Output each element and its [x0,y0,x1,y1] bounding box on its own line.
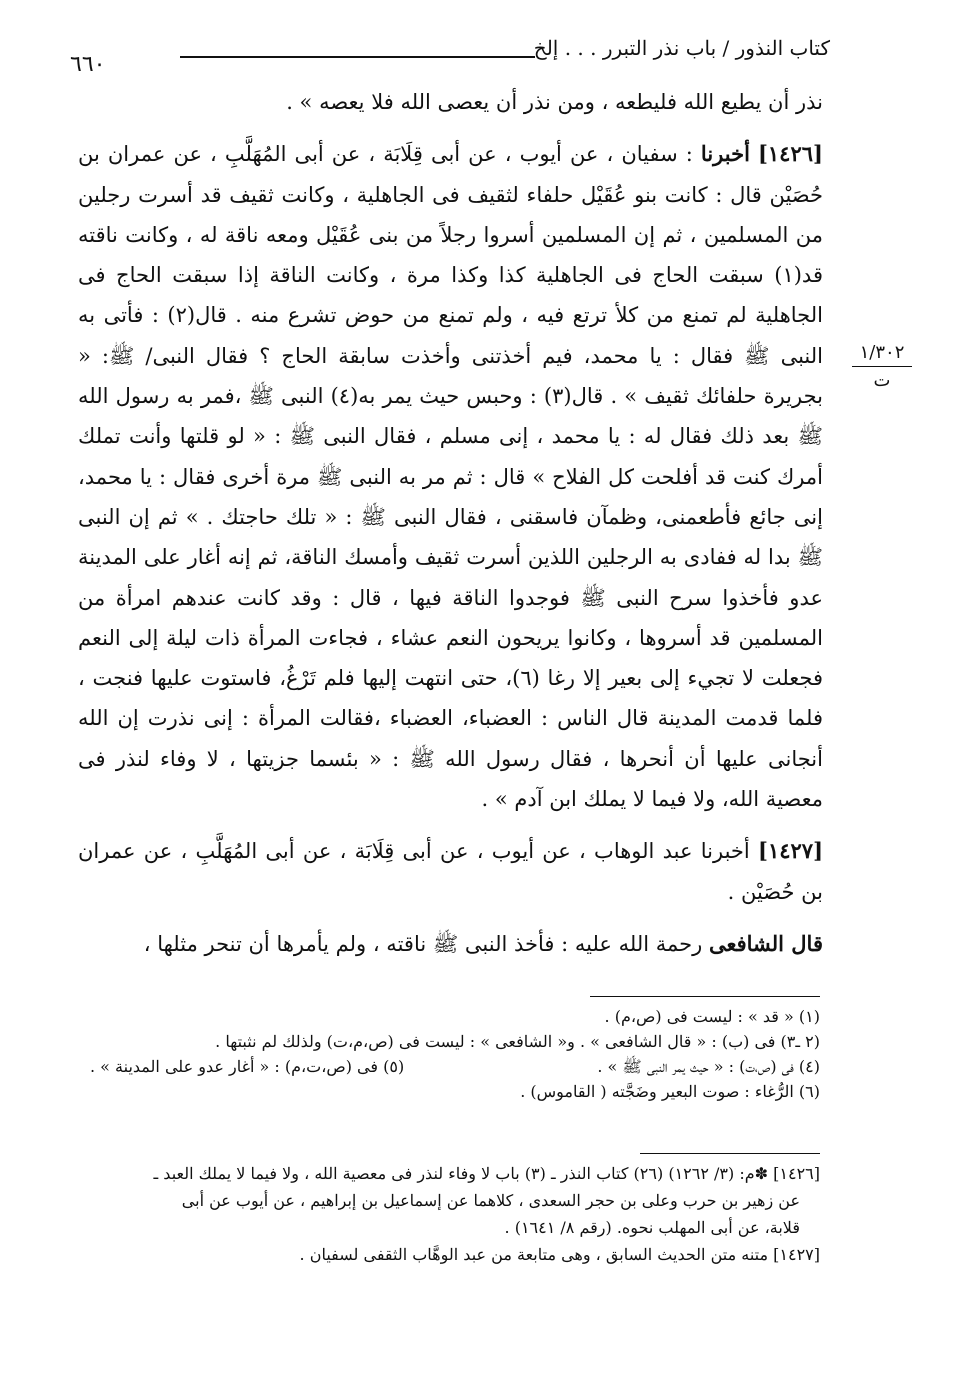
footnote-2-3: (٢ ـ٣) فى (ب) : « قال الشافعى » . و« الشافعى » : ليست فى (ص،م،ت) ولذلك لم نثبتها . [215,1032,820,1051]
margin-reference-bottom: ت [873,370,891,391]
text-line: فاستوت عليها فنجت ، فلما قدمت المدينة قال الناس : العضباء، العضباء ،فقالت المرأة : [78,666,823,731]
footnote-row [90,1054,820,1079]
comment-keyword: قال الشافعى [708,930,823,956]
text-line: فقال : يا محمد، إنى جائع فأطعمنى، وظمآن فاسقنى ، فقال النبى ﷺ : « تلك [78,464,823,529]
text-line: « بجريرة حلفائك ثقيف » . قال(٣) : وحبس حيث يمر به(٤) النبى ﷺ ،فمر به رسول [78,343,824,409]
hadith-1427 [78,831,823,912]
footnotes [90,1004,820,1104]
margin-reference-rule [852,366,912,367]
takhrij-divider [640,1153,820,1154]
text-line: عمران بن حُصَيْن قال : كانت بنو عُقَيْل حلفاء لثقيف فى الجاهلية ، وكانت ثقيف قد [78,142,823,207]
text-line: وكانت ناقته قد(١) سبقت الحاج فى الجاهلية كذا وكذا مرة ، وكانت الناقة إذا سبقت [78,222,823,288]
text-line: المرأة ذات ليلة إلى النعم فجعلت لا تجيء إلى بعير إلا رغا (٦)، حتى انتهت إليها فلم تَرْغُ، [78,625,823,691]
text-line: أسرت رجلين من المسلمين ، ثم إن المسلمين أسروا رجلاً من بنى عُقَيْل ومعه ناقة له ، [78,182,823,247]
hadith-number: [١٤٢٧] [758,838,823,864]
hadith-1426 [78,134,823,819]
margin-reference-top: ١/٣٠٢ [859,342,905,363]
text-line: نذر أن يطيع الله فليطعه ، ومن نذر أن يعصى الله فلا يعصه » . [286,90,823,114]
text-line: وأنت تملك أمرك كنت قد أفلحت كل الفلاح » قال : ثم مر به النبى ﷺ مرة أخرى [78,424,823,489]
margin-reference [852,342,912,391]
hadith-keyword: أخبرنا [700,141,750,167]
footnote-4: (٤) فى (ص،ت) : « حيث يمر النبى ﷺ » . [597,1057,820,1076]
running-title: كتاب النذور / باب نذر التبرر . . . إلخ [533,36,830,60]
text-line: وقد كانت عندهم امرأة من المسلمين قد أسروها ، وكانوا يريحون النعم عشاء ، فجاءت [78,585,823,650]
text-line: : سفيان ، عن أيوب ، عن أبى قِلَابَة ، عن أبى المُهَلَّبِ ، عن [173,142,693,167]
footnote-1: (١) « قد » : ليست فى (ص،م) . [604,1007,820,1026]
takhrij-line: [١٤٢٧] متنه متن الحديث السابق ، وهى متابعة من عبد الوهَّاب الثقفى لسفيان . [299,1245,820,1264]
page-number: ٦٦٠ [70,52,106,77]
takhrij-line: عن زهير بن حرب وعلى بن حجر السعدى ، كلاهما عن إسماعيل بن إبراهيم ، عن أيوب عن أبى [181,1191,800,1210]
header-rule [180,56,535,58]
text-line: إنى نذرت إن الله أنجانى عليها أن أنحرها ، فقال رسول الله ﷺ : « بئسما جزيتها ، لا [78,706,823,771]
takhrij-line: قلابة، عن أبى المهلب نحوه. (رقم ٨/ ١٦٤١) . [504,1218,800,1237]
text-line: الحاج فى الجاهلية لم تمنع من كلأ ترتع فيه ، ولم تمنع من حوض تشرع منه . قال(٢) : [78,263,823,328]
footnote-divider [590,996,820,997]
text-line: الناقة، ثم إنه أغار على المدينة عدو فأخذوا سرح النبى ﷺ فوجدوا الناقة فيها ، قال : [78,545,823,610]
takhrij-notes [70,1160,820,1268]
hadith-number: [١٤٢٦] [757,141,823,167]
footnote-5: (٥) فى (ص،ت،م) : « أغار عدو على المدينة » . [90,1057,405,1076]
takhrij-line: [١٤٢٦] ✽م: (٣/ ١٢٦٢) (٢٦) كتاب النذر ـ (٣) باب لا وفاء لنذر فى معصية الله ، ولا فيما لا يملك العبد ـ [153,1164,820,1183]
text-line: أخبرنا عبد الوهاب ، عن أيوب ، عن أبى قِلَابَة ، عن أبى المُهَلَّبِ ، عن [143,839,750,864]
text-line: الله ﷺ بعد ذلك فقال له : يا محمد ، إنى مسلم ، فقال النبى ﷺ : « لو قلتها [78,384,823,449]
main-text [78,82,823,964]
text-line: حاجتك . » ثم إن النبى ﷺ بدا له ففادى به الرجلين اللذين أسرت ثقيف وأمسك [78,504,823,570]
text-line: وفاء لنذر فى معصية الله، ولا فيما لا يملك ابن آدم » . [78,746,823,812]
shafii-comment [78,924,823,964]
footnote-6: (٦) الرُّغاء : صوت البعير وضَجَّته ( القاموس) . [520,1082,820,1101]
text-line: عمران بن حُصَيْن . [78,839,823,904]
text-line: رحمة الله عليه : فأخذ النبى ﷺ ناقته ، ولم يأمرها أن تنحر مثلها ، [143,931,703,956]
text-line: فأتى به النبى ﷺ فقال : يا محمد، فيم أخذتنى وأخذت سابقة الحاج ؟ فقال النبى/ ﷺ: [78,303,823,368]
running-header [70,36,830,76]
